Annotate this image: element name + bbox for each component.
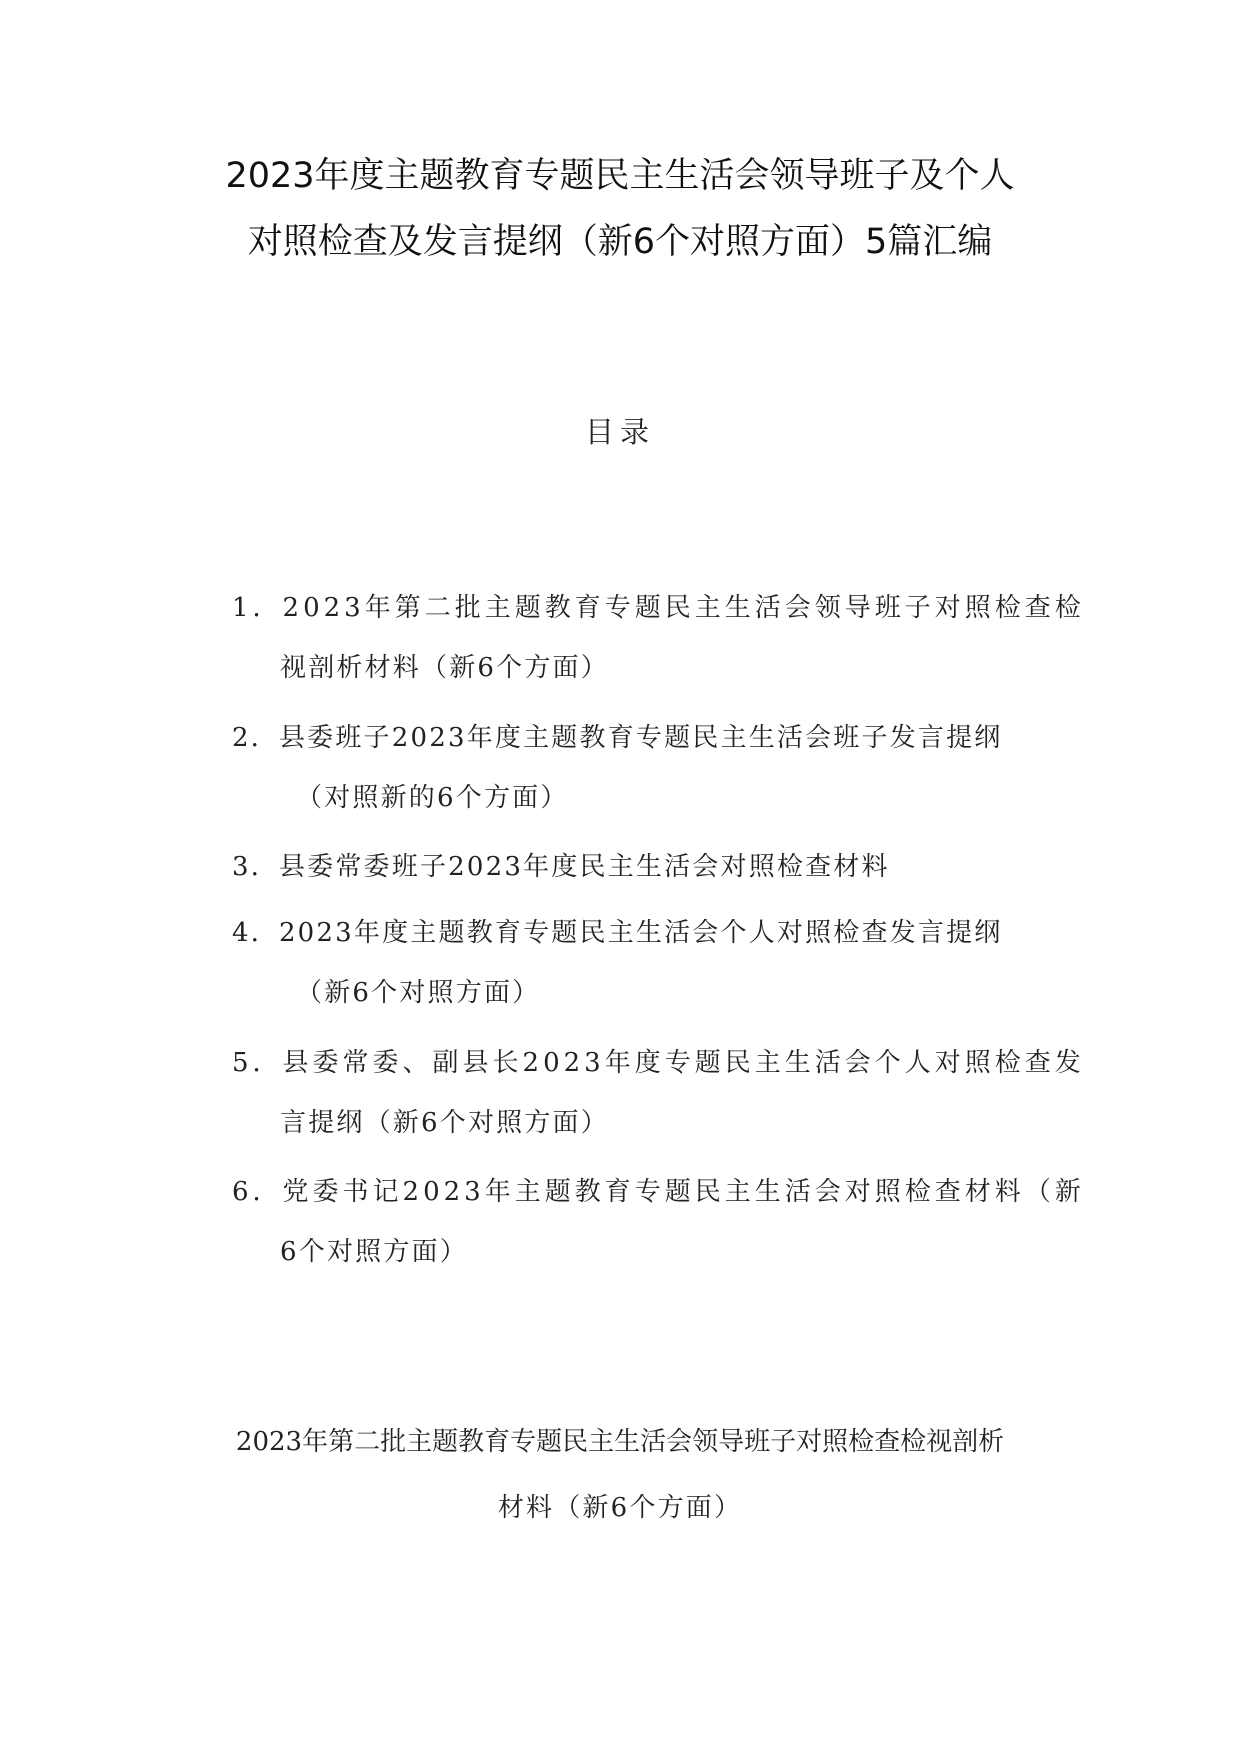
toc-item-2-line-2: （对照新的6个方面） <box>296 783 569 813</box>
document-title-line-2: 对照检查及发言提纲（新6个对照方面）5篇汇编 <box>247 222 993 262</box>
toc-item-5-line-2: 言提纲（新6个对照方面） <box>280 1108 609 1138</box>
toc-item-1-line-1: 1．2023年第二批主题教育专题民主生活会领导班子对照检查检 <box>232 593 1085 623</box>
toc-item-6-line-2: 6个对照方面） <box>280 1237 468 1267</box>
toc-item-4-line-2: （新6个对照方面） <box>296 978 541 1008</box>
toc-item-6-line-1: 6．党委书记2023年主题教育专题民主生活会对照检查材料（新 <box>232 1177 1085 1207</box>
toc-item-4-line-1: 4．2023年度主题教育专题民主生活会个人对照检查发言提纲 <box>232 918 1003 948</box>
document-title-line-1: 2023年度主题教育专题民主生活会领导班子及个人 <box>225 156 1015 196</box>
toc-heading: 目录 <box>584 415 655 449</box>
toc-item-3-line-1: 3．县委常委班子2023年度民主生活会对照检查材料 <box>232 852 890 882</box>
section-title-line-2: 材料（新6个方面） <box>497 1493 743 1523</box>
section-title-line-1: 2023年第二批主题教育专题民主生活会领导班子对照检查检视剖析 <box>235 1427 1005 1457</box>
toc-item-5-line-1: 5．县委常委、副县长2023年度专题民主生活会个人对照检查发 <box>232 1048 1085 1078</box>
toc-item-1-line-2: 视剖析材料（新6个方面） <box>280 653 609 683</box>
toc-item-2-line-1: 2．县委班子2023年度主题教育专题民主生活会班子发言提纲 <box>232 723 1003 753</box>
